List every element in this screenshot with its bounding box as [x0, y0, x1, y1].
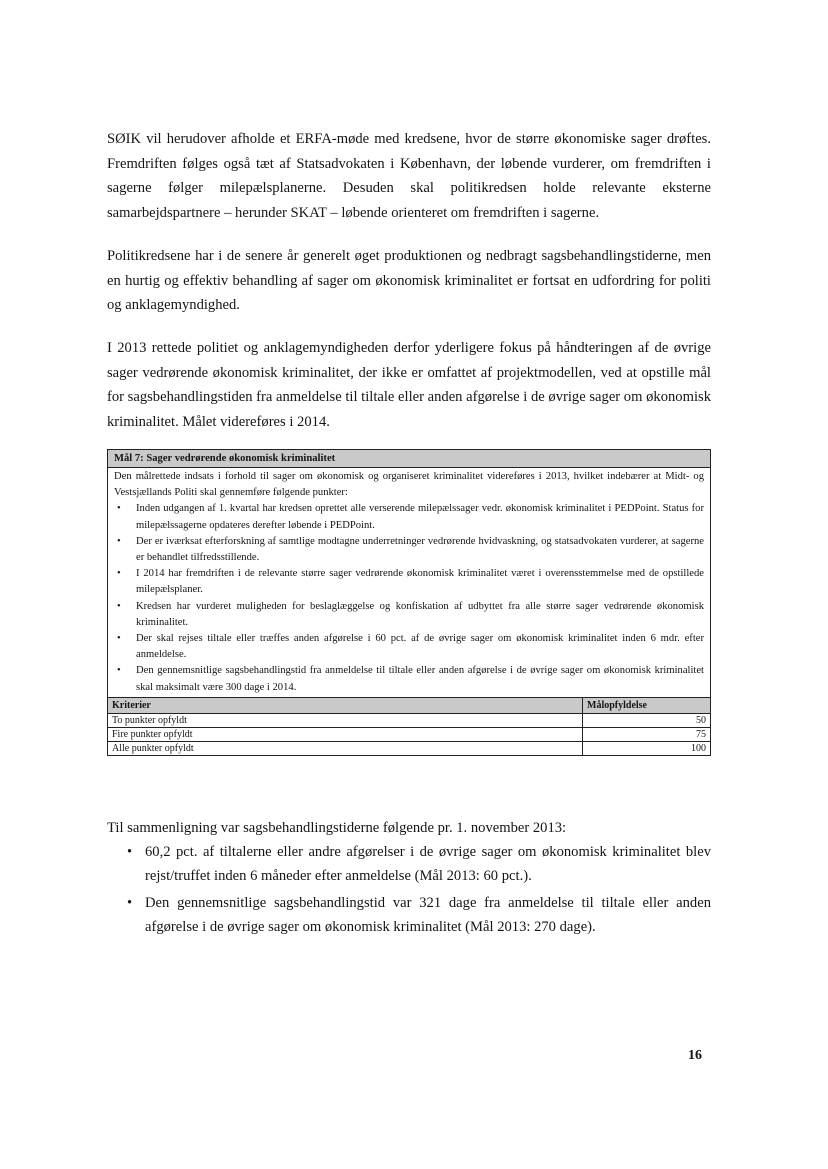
criteria-cell: Fire punkter opfyldt: [108, 727, 583, 741]
table-row: [108, 727, 710, 741]
fulfilment-header: Målopfyldelse: [583, 697, 711, 713]
fulfilment-cell: 75: [583, 727, 711, 741]
fulfilment-cell: 50: [583, 713, 711, 727]
goal-box: [107, 449, 711, 756]
fulfilment-cell: 100: [583, 741, 711, 755]
criteria-cell: To punkter opfyldt: [108, 713, 583, 727]
body-paragraph-3: I 2013 rettede politiet og anklagemyndigheden derfor yderligere fokus på håndteringen af de øvrige sager vedrørende økonomisk kriminalitet, der ikke er omfattet af projektmodellen, ved at opstille mål for sagsbehandlingstiden fra anmeldelse til tiltale eller anden afgørelse i de øvrige sager om økonomisk kriminalitet. Målet videreføres i 2014.: [107, 340, 711, 430]
table-row: [108, 741, 710, 755]
criteria-header: Kriterier: [108, 697, 583, 713]
goal-bullet: • Inden udgangen af 1. kvartal har kredsen oprettet alle verserende milepælssager vedr. økonomisk kriminalitet i PEDPoint. Status for milepælssagerne opdateres derefter løbende i PEDPoint.: [114, 501, 704, 533]
goal-bullet: • Der skal rejses tiltale eller træffes anden afgørelse i 60 pct. af de øvrige sager om økonomisk kriminalitet inden 6 mdr. efter anmeldelse.: [114, 631, 704, 663]
body-paragraph-1: SØIK vil herudover afholde et ERFA-møde med kredsene, hvor de større økonomiske sager drøftes. Fremdriften følges også tæt af Statsadvokaten i København, der løbende vurderer, om fremdriften i sagerne følger milepælsplanerne. Desuden skal politikredsen holde relevante eksterne samarbejdspartnere – herunder SKAT – løbende orienteret om fremdriften i sagerne.: [107, 131, 711, 221]
comparison-list: [107, 840, 711, 942]
goal-box-body: [108, 468, 710, 697]
comparison-bullet: • 60,2 pct. af tiltalerne eller andre afgørelser i de øvrige sager om økonomisk kriminalitet blev rejst/truffet inden 6 måneder efter anmeldelse (Mål 2013: 60 pct.).: [107, 840, 711, 888]
goal-bullet: • I 2014 har fremdriften i de relevante større sager vedrørende økonomisk kriminalitet været i overensstemmelse med de opstillede milepælsplaner.: [114, 566, 704, 598]
comparison-intro: Til sammenligning var sagsbehandlingstiderne følgende pr. 1. november 2013:: [107, 820, 567, 836]
table-row: [108, 713, 710, 727]
goal-box-intro: Den målrettede indsats i forhold til sager om økonomisk og organiseret kriminalitet videreføres i 2013, hvilket indebærer at Midt- og Vestsjællands Politi skal gennemføre følgende punkter:: [114, 471, 704, 499]
page-number: 16: [688, 1048, 702, 1063]
goal-bullet-list: [114, 501, 704, 695]
goal-bullet: • Der er iværksat efterforskning af samtlige modtagne underretninger vedrørende hvidvaskning, og statsadvokaten vurderer, at sagerne er behandlet tilfredsstillende.: [114, 534, 704, 566]
goal-bullet: • Kredsen har vurderet muligheden for beslaglæggelse og konfiskation af udbyttet fra alle større sager vedrørende økonomisk kriminalitet.: [114, 599, 704, 631]
comparison-bullet: • Den gennemsnitlige sagsbehandlingstid var 321 dage fra anmeldelse til tiltale eller anden afgørelse i de øvrige sager om økonomisk kriminalitet (Mål 2013: 270 dage).: [107, 891, 711, 939]
goal-box-title: Mål 7: Sager vedrørende økonomisk kriminalitet: [108, 450, 710, 468]
criteria-table: [108, 697, 710, 755]
body-paragraph-2: Politikredsene har i de senere år generelt øget produktionen og nedbragt sagsbehandlingstiderne, men en hurtig og effektiv behandling af sager om økonomisk kriminalitet er fortsat en udfordring for politi og anklagemyndighed.: [107, 248, 711, 313]
criteria-header-row: [108, 697, 710, 713]
criteria-cell: Alle punkter opfyldt: [108, 741, 583, 755]
goal-bullet: • Den gennemsnitlige sagsbehandlingstid fra anmeldelse til tiltale eller anden afgørelse i de øvrige sager om økonomisk kriminalitet skal maksimalt være 300 dage i 2014.: [114, 663, 704, 695]
